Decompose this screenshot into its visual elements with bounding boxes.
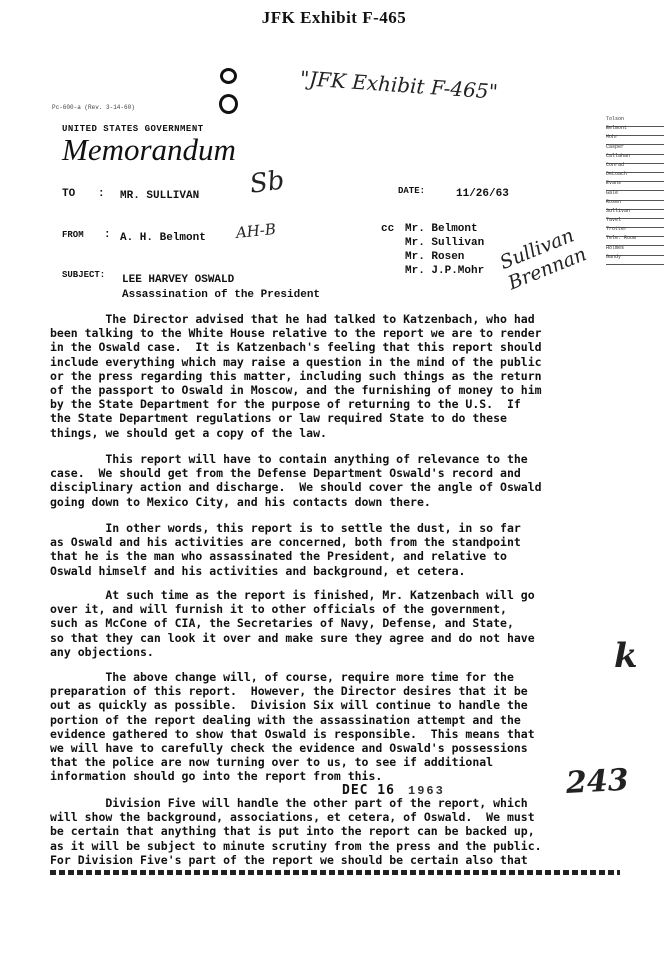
handwritten-initial-k: k: [614, 636, 638, 676]
routing-slip-label: Tolson: [606, 116, 625, 122]
routing-slip-label: Mohr: [606, 134, 619, 141]
government-line: UNITED STATES GOVERNMENT: [62, 124, 204, 134]
handwritten-page-number: 243: [565, 762, 630, 801]
date-label: DATE:: [398, 186, 426, 196]
cc-item: Mr. Rosen: [405, 251, 465, 263]
received-stamp-tail: 1963: [408, 784, 445, 798]
cc-label: cc: [381, 223, 395, 235]
to-label: TO: [62, 188, 76, 200]
subject-label: SUBJECT:: [62, 270, 106, 280]
routing-slip-label: Rosen: [606, 198, 622, 205]
cc-item: Mr. Sullivan: [405, 237, 485, 249]
paragraph-5: The above change will, of course, require more time for the preparation of this report. However, the Director desires that it be out as quickly as possible. Division Six will continue to handle the portion of the report dealing with the assassination attempt and the evidence gathered to show that Oswald is responsible. This means that we will have to carefully check the evidence and Oswald's possessions that the police are now turning over to us, to see if additional information should go into the report from this.: [50, 670, 535, 784]
punch-hole-mark: [220, 68, 237, 84]
routing-slip-label: Sullivan: [606, 207, 631, 214]
punch-hole-mark-2: [219, 94, 238, 114]
paragraph-2: This report will have to contain anything of relevance to the case. We should get from the Defense Department Oswald's record and disciplinary action and discharge. We should cover the angle of Oswald going down to Mexico City, and his contacts down there.: [50, 452, 542, 509]
handwritten-exhibit-note: "JFK Exhibit F-465": [299, 66, 499, 104]
routing-slip-label: Conrad: [606, 161, 625, 168]
memorandum-heading: Memorandum: [62, 132, 236, 167]
cutoff-text-line: [50, 870, 620, 875]
routing-slip-label: Belmont: [606, 125, 628, 132]
exhibit-title: JFK Exhibit F-465: [261, 8, 407, 27]
routing-slip-label: Holmes: [606, 244, 625, 251]
from-label: FROM: [62, 230, 84, 240]
paragraph-3: In other words, this report is to settle the dust, in so far as Oswald and his activities are concerned, both from the standpoint that he is the man who assassinated the President, and relative to Oswald himself and his activities and background, et cetera.: [50, 521, 521, 578]
routing-slip-label: Tavel: [606, 217, 622, 224]
routing-slip-label: DeLoach: [606, 171, 628, 178]
handwritten-sb: Sb: [247, 165, 287, 200]
to-colon: :: [98, 188, 105, 200]
date-value: 11/26/63: [456, 188, 509, 200]
cc-item: Mr. J.P.Mohr: [405, 265, 485, 277]
routing-slip-label: Tele. Room: [606, 235, 637, 242]
handwritten-cc-signatures: Sullivan Brennan: [496, 224, 590, 295]
cc-item: Mr. Belmont: [405, 223, 478, 235]
form-code: Pc-600-a (Rev. 3-14-60): [52, 104, 135, 111]
paragraph-1: The Director advised that he had talked to Katzenbach, who had been talking to the White House relative to the report we are to render in the Oswald case. It is Katzenbach's feeling that this report should include everything which may raise a question in the mind of the public or the press regarding this matter, including such things as the return of the passport to Oswald in Moscow, and the furnishing of money to him by the State Department for the purpose of returning to the U.S. If the State Department regulations or law required State to do these things, we should get a copy of the law.: [50, 312, 542, 440]
paragraph-4: At such time as the report is finished, Mr. Katzenbach will go over it, and will furnish it to other officials of the government, such as McCone of CIA, the Secretaries of Navy, Defense, and State, so that they can look it over and make sure they agree and do not have any objections.: [50, 588, 535, 659]
routing-slip-label: Evans: [606, 180, 622, 187]
subject-line-1: LEE HARVEY OSWALD: [122, 274, 235, 286]
from-value: A. H. Belmont: [120, 232, 206, 244]
routing-slip-label: Gandy: [606, 253, 622, 260]
to-value: MR. SULLIVAN: [120, 190, 200, 202]
routing-slip-row: [606, 253, 664, 265]
handwritten-from-initials: AH-B: [235, 219, 277, 242]
from-colon: :: [104, 229, 111, 241]
routing-slip-label: Callahan: [606, 152, 631, 159]
routing-slip-label: Casper: [606, 143, 625, 150]
routing-slip-label: Trotter: [606, 226, 628, 233]
subject-line-2: Assassination of the President: [122, 289, 321, 301]
routing-slip-label: Gale: [606, 189, 619, 196]
paragraph-6: Division Five will handle the other part of the report, which will show the background, associations, et cetera, of Oswald. We must be certain that anything that is put into the report can be backed up, as it will be subject to minute scrutiny from the press and the public. For Division Five's part of the report we should be certain also that: [50, 796, 542, 867]
received-stamp-date: DEC 16: [342, 783, 395, 798]
